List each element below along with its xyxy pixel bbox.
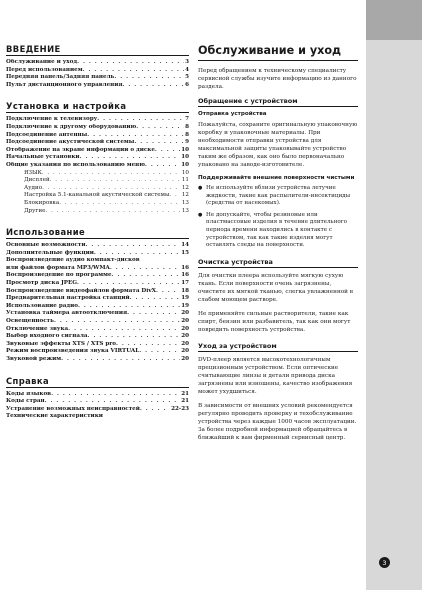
toc-entry[interactable] (6, 356, 189, 364)
toc-entry-page: 20 (181, 310, 189, 317)
toc-entry-title: Начальные установки (6, 154, 80, 161)
toc-leader-dots (61, 356, 180, 364)
toc-entry-title: Предварительная настройка станций (6, 295, 130, 302)
toc-entry-title: Установка таймера автоотключения (6, 310, 128, 317)
bullet-item (198, 185, 358, 208)
toc-entry-page: 16 (181, 264, 189, 271)
toc-entry[interactable] (6, 82, 189, 90)
toc-entry-title: Подключение к телевизору (6, 116, 98, 123)
toc-entry-page: 6 (185, 81, 189, 88)
toc-entry-page: 4 (185, 66, 189, 73)
toc-leader-dots (123, 82, 185, 90)
toc-entry-page: 19 (181, 295, 189, 302)
toc-leader-dots (54, 318, 180, 326)
toc-entry-page: 3 (185, 59, 189, 65)
toc-entry-title: или файлов формата MP3/WMA (6, 264, 110, 271)
toc-entry-title: Коды стран (6, 398, 45, 405)
toc-entry-title: Перед использованием (6, 66, 83, 73)
toc-entry[interactable] (6, 132, 189, 140)
toc-entry-page: 20 (181, 356, 189, 362)
page-edge-tab-strip (366, 0, 422, 590)
toc-entry-title: Подключение к другому оборудованию (6, 123, 137, 130)
toc-leader-dots (51, 391, 180, 399)
shipping-heading: Отправка устройства (198, 111, 267, 117)
toc-leader-dots (77, 280, 180, 288)
toc-entry[interactable] (6, 272, 189, 280)
toc-entry[interactable] (6, 154, 189, 162)
toc-leader-dots (59, 200, 181, 208)
toc-leader-dots (88, 333, 181, 341)
toc-entry-title: Пульт дистанционного управления (6, 81, 123, 88)
toc-entry-page: 11 (181, 177, 189, 184)
surfaces-heading: Поддерживайте внешние поверхности чистыми (198, 175, 355, 181)
toc-leader-dots (68, 326, 180, 334)
toc-entry-page: 20 (181, 333, 189, 340)
toc-entry[interactable] (6, 74, 189, 82)
toc-gap (6, 215, 189, 227)
toc-entry-page: 20 (181, 325, 189, 332)
toc-entry[interactable] (6, 326, 189, 334)
toc-entry[interactable] (6, 192, 189, 200)
toc-section-heading: Установка и настройка (6, 101, 189, 113)
toc-leader-dots (116, 341, 180, 349)
bullet-item (198, 212, 358, 250)
toc-entry-title: Аудио (24, 184, 43, 191)
toc-entry-title: Блокировка (24, 199, 60, 206)
toc-gap (6, 364, 189, 376)
toc-entry-title: Подсоединение антенны (6, 131, 88, 138)
toc-entry[interactable] (6, 310, 189, 318)
toc-entry[interactable] (6, 341, 189, 349)
bullet-icon: ● (198, 211, 203, 218)
maintenance-text-1: DVD-плеер является высокотехнологичным прецизионным устройством. Если оптические считывающие линзы и детали привода диска загрязнены или изношены, качество изображения может ухудшиться. (198, 356, 353, 395)
cleaning-text-2: Не применяйте сильные растворители, такие как спирт, бензин или разбавитель, так как они могут повредить поверхность устройства. (198, 310, 351, 333)
toc-leader-dots (136, 124, 184, 132)
toc-entry-page: 20 (181, 340, 189, 347)
toc-leader-dots (94, 250, 180, 258)
toc-entry-title: Технические характеристики (6, 413, 103, 420)
toc-entry[interactable] (6, 116, 189, 124)
toc-leader-dots (42, 170, 181, 178)
toc-entry-page: 16 (181, 272, 189, 279)
toc-leader-dots (114, 74, 184, 82)
bullet-icon: ● (198, 185, 203, 191)
toc-entry[interactable] (6, 413, 189, 421)
toc-entry-page: 19 (181, 302, 189, 309)
toc-entry-title: Воспроизведение видеофайлов формата DivX (6, 287, 156, 294)
toc-entry[interactable] (6, 333, 189, 341)
toc-entry[interactable] (6, 318, 189, 326)
toc-leader-dots (45, 398, 181, 406)
toc-entry-page: 20 (181, 318, 189, 325)
toc-entry-title: Обслуживание и уход (6, 59, 78, 65)
table-of-contents (6, 44, 189, 421)
toc-leader-dots (145, 162, 180, 170)
toc-entry[interactable] (6, 257, 189, 265)
toc-leader-dots (140, 406, 170, 414)
toc-entry[interactable] (6, 406, 189, 414)
maintenance-text-2: В зависимости от внешних условий рекомендуется регулярно проводить проверку и техобслуживание устройства через каждые 1000 часов эксплуатации. За более подробной информацией обращайтесь в ближайший к вам фирменный сервисный центр. (198, 402, 357, 441)
toc-leader-dots (78, 303, 180, 311)
toc-entry[interactable] (6, 250, 189, 258)
toc-leader-dots (87, 132, 184, 140)
toc-entry[interactable] (6, 391, 189, 399)
toc-entry[interactable] (6, 280, 189, 288)
toc-entry-page: 20 (181, 348, 189, 355)
cleaning-heading: Очистка устройства (198, 258, 358, 268)
toc-entry-page: 15 (181, 249, 189, 256)
bullet-text: Не используйте вблизи устройства летучие жидкости, такие как распылители-инсектициды (средства от насекомых). (206, 185, 351, 207)
toc-entry[interactable] (6, 177, 189, 185)
toc-section-heading: ВВЕДЕНИЕ (6, 44, 189, 56)
toc-entry[interactable] (6, 242, 189, 250)
toc-entry[interactable] (6, 200, 189, 208)
toc-entry-page: 9 (185, 139, 189, 146)
toc-entry-page: 7 (185, 116, 189, 123)
maintenance-heading: Уход за устройством (198, 342, 358, 352)
toc-entry-title: Передняя панель/Задняя панель (6, 74, 115, 81)
toc-entry[interactable] (6, 185, 189, 193)
toc-section-heading: Справка (6, 376, 189, 388)
section-tab-marker (366, 0, 422, 40)
toc-leader-dots (169, 192, 180, 200)
toc-entry[interactable] (6, 348, 189, 356)
toc-entry[interactable] (6, 59, 189, 67)
toc-entry-page: 8 (185, 131, 189, 138)
toc-entry[interactable] (6, 147, 189, 155)
toc-entry-title: Другие (24, 207, 46, 214)
toc-entry-page: 17 (181, 280, 189, 287)
toc-entry[interactable] (6, 139, 189, 147)
toc-entry-page: 21 (181, 398, 189, 405)
toc-entry[interactable] (6, 170, 189, 178)
toc-leader-dots (83, 67, 185, 75)
toc-entry[interactable] (6, 398, 189, 406)
toc-entry[interactable] (6, 124, 189, 132)
toc-entry-title: Подсоединение акустической системы (6, 139, 135, 146)
page-number-badge: 3 (379, 557, 390, 568)
toc-entry-title: Режим воспроизведения звука VIRTUAL (6, 348, 140, 355)
toc-entry[interactable] (6, 303, 189, 311)
bullet-text: Не допускайте, чтобы резиновые или пластмассовые изделия в течение длительного периода времени находились в контакте с устройством, так как такие изделия могут оставлять следы на поверхности. (206, 211, 347, 249)
toc-section-heading: Использование (6, 227, 189, 239)
toc-entry-title: Воспроизведение аудио компакт-дисков (6, 257, 140, 264)
toc-leader-dots (127, 310, 180, 318)
shipping-text: Пожалуйста, сохраните оригинальную упаковочную коробку и упаковочные материалы. При необходимости отправки устройства для максимальной защиты упаковывайте устройство таким же образом, как оно было первоначально упаковано на заводе-изготовителе. (198, 122, 358, 168)
toc-leader-dots (42, 185, 181, 193)
toc-leader-dots (110, 265, 180, 273)
toc-entry-page: 18 (181, 287, 189, 294)
toc-leader-dots (77, 59, 184, 67)
toc-entry-title: Дополнительные функции (6, 249, 94, 256)
toc-entry-page: 12 (181, 184, 189, 191)
toc-entry-title: Настройка 5.1-канальной акустической системы (24, 192, 170, 199)
toc-leader-dots (50, 177, 181, 185)
cleaning-text-1: Для очистки плеера используйте мягкую сухую ткань. Если поверхности очень загрязнены, очистите их мягкой тканью, слегка увлажненной в слабом моющем растворе. (198, 272, 353, 303)
toc-leader-dots (139, 348, 180, 356)
toc-entry-title: Звуковые эффекты XTS / XTS pro (6, 340, 116, 347)
toc-entry-title: ЯЗЫК (24, 169, 42, 176)
toc-entry-page: 12 (181, 192, 189, 199)
care-intro: Перед обращением к техническому специалисту сервисной службы изучите информацию из данного раздела. (198, 68, 357, 90)
toc-entry-title: Освещенность (6, 318, 54, 325)
toc-leader-dots (134, 139, 184, 147)
toc-entry-title: Выбор входного сигнала (6, 333, 88, 340)
toc-entry-page: 13 (181, 207, 189, 214)
toc-entry-page: 13 (181, 199, 189, 206)
toc-entry-title: Отображение на экране информации о диске (6, 146, 155, 153)
toc-entry-page: 10 (181, 146, 189, 153)
toc-leader-dots (45, 208, 180, 216)
toc-leader-dots (85, 242, 180, 250)
toc-entry-page: 21 (181, 390, 189, 397)
toc-leader-dots (80, 154, 181, 162)
toc-entry[interactable] (6, 162, 189, 170)
toc-entry-page: 8 (185, 123, 189, 130)
toc-entry[interactable] (6, 208, 189, 216)
toc-entry-page: 14 (181, 242, 189, 249)
toc-entry[interactable] (6, 265, 189, 273)
toc-leader-dots (155, 147, 180, 155)
toc-entry-title: Коды языков (6, 390, 52, 397)
toc-entry-page: 10 (181, 154, 189, 161)
toc-entry-page: 22-23 (171, 405, 189, 412)
handling-heading: Обращение с устройством (198, 97, 358, 107)
toc-entry-title: Общие указания по использованию меню (6, 161, 145, 168)
toc-leader-dots (156, 288, 180, 296)
toc-leader-dots (130, 295, 181, 303)
toc-entry-page: 5 (185, 74, 189, 81)
toc-entry[interactable] (6, 288, 189, 296)
toc-entry[interactable] (6, 67, 189, 75)
care-title: Обслуживание и уход (198, 44, 358, 61)
toc-entry-page: 10 (181, 169, 189, 176)
toc-gap (6, 89, 189, 101)
toc-entry-title: Основные возможности (6, 242, 86, 249)
toc-entry-title: Звуковой режим (6, 356, 62, 362)
toc-entry-title: Дисплей (24, 177, 50, 184)
care-section (198, 44, 358, 448)
toc-entry-title: Просмотр диска JPEG (6, 280, 78, 287)
toc-entry-title: Использование радио (6, 302, 78, 309)
toc-entry-title: Отключение звука (6, 325, 69, 332)
toc-entry-title: Устранение возможных неисправностей (6, 405, 140, 412)
toc-entry-title: Воспроизведение по программе (6, 272, 112, 279)
toc-leader-dots (97, 116, 184, 124)
toc-entry[interactable] (6, 295, 189, 303)
toc-entry-page: 10 (181, 161, 189, 168)
toc-leader-dots (112, 272, 181, 280)
